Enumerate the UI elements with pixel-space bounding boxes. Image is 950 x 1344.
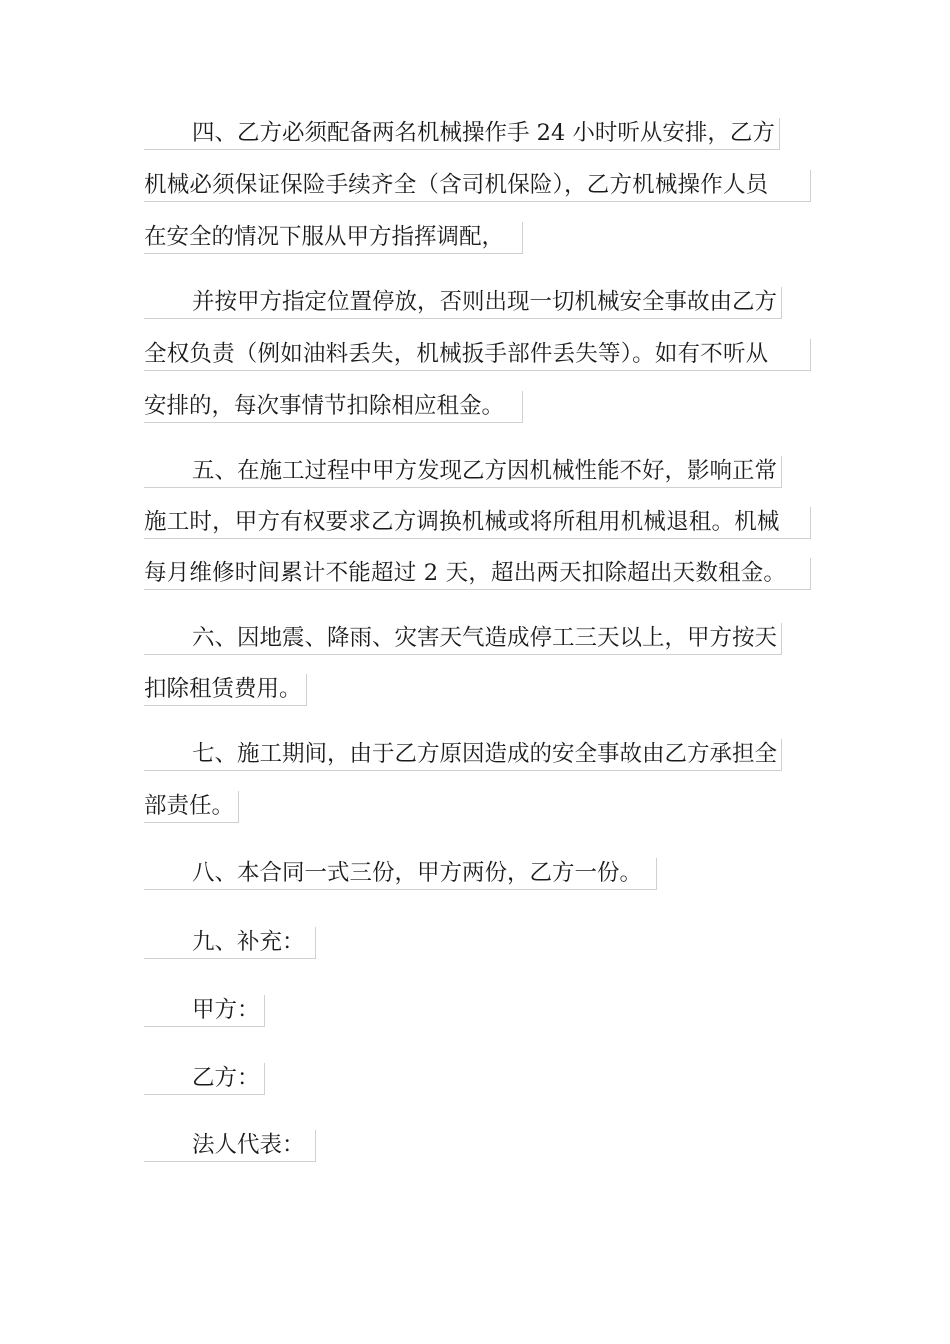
party-a-label: 甲方： (144, 995, 265, 1027)
clause-4b-line-2: 全权负责（例如油料丢失，机械扳手部件丢失等）。如有不听从 (144, 339, 811, 371)
clause-4b-line-1: 并按甲方指定位置停放，否则出现一切机械安全事故由乙方 (144, 287, 782, 319)
clause-5-line-3: 每月维修时间累计不能超过 2 天，超出两天扣除超出天数租金。 (144, 558, 811, 590)
clause-7-line-1: 七、施工期间，由于乙方原因造成的安全事故由乙方承担全 (144, 739, 782, 771)
clause-8-line-1: 八、本合同一式三份，甲方两份，乙方一份。 (144, 858, 657, 890)
clause-5-line-1: 五、在施工过程中甲方发现乙方因机械性能不好，影响正常 (144, 456, 782, 488)
clause-4b-line-3: 安排的，每次事情节扣除相应租金。 (144, 391, 523, 423)
clause-6-line-2: 扣除租赁费用。 (144, 674, 307, 706)
clause-6-line-1: 六、因地震、降雨、灾害天气造成停工三天以上，甲方按天 (144, 623, 782, 655)
clause-9-line-1: 九、补充： (144, 927, 316, 959)
legal-representative-label: 法人代表： (144, 1130, 316, 1162)
party-b-label: 乙方： (144, 1063, 265, 1095)
clause-4-line-1: 四、乙方必须配备两名机械操作手 24 小时听从安排，乙方 (144, 118, 780, 150)
clause-7-line-2: 部责任。 (144, 791, 239, 823)
clause-5-line-2: 施工时，甲方有权要求乙方调换机械或将所租用机械退租。机械 (144, 507, 811, 539)
clause-4-line-3: 在安全的情况下服从甲方指挥调配， (144, 222, 523, 254)
clause-4-line-2: 机械必须保证保险手续齐全（含司机保险），乙方机械操作人员 (144, 170, 811, 202)
